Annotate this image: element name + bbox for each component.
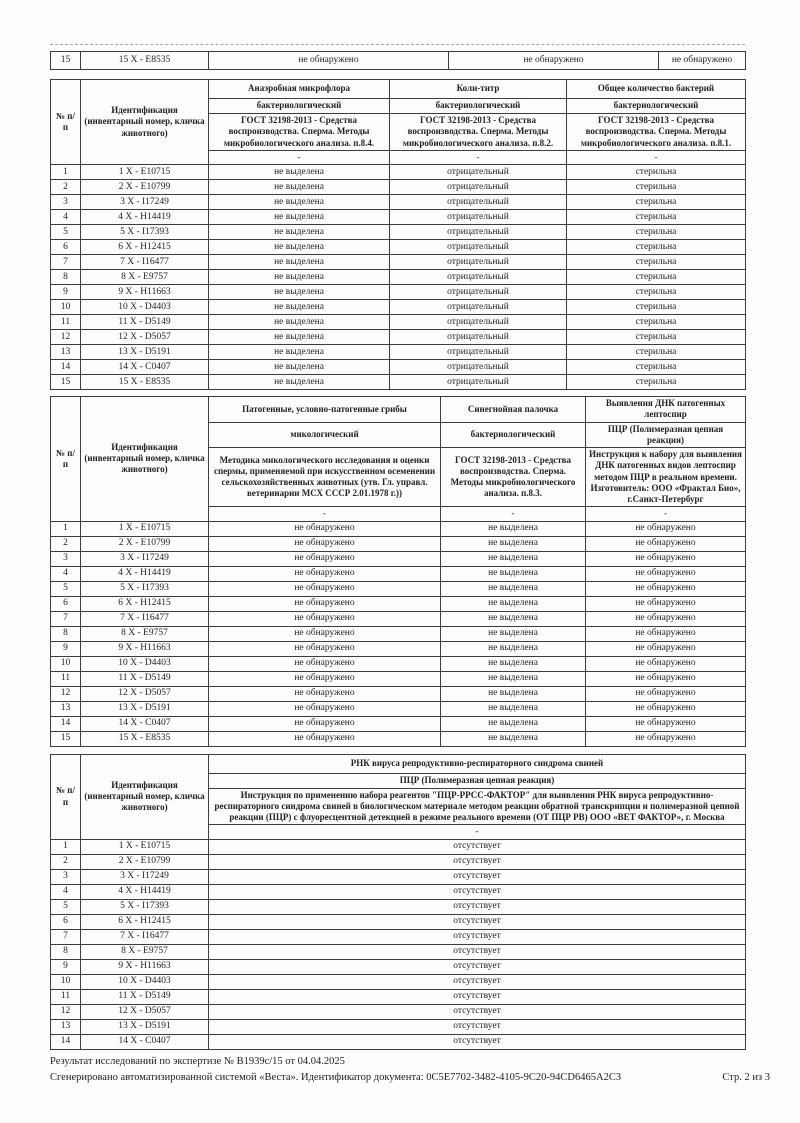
table-row	[51, 300, 746, 315]
header-row	[51, 397, 746, 423]
animal-id-cell: 5 X - I17393	[81, 899, 209, 914]
animal-id-cell: 5 X - I17393	[81, 581, 209, 596]
result-cell: не обнаружено	[209, 716, 441, 731]
animal-id-cell: 7 X - I16477	[81, 929, 209, 944]
result-cell: не выделена	[209, 270, 390, 285]
header-cell: бактериологический	[390, 99, 567, 114]
result-cell: стерильна	[567, 300, 746, 315]
table-row	[51, 686, 746, 701]
result-cell: не обнаружено	[586, 596, 746, 611]
row-number-cell: 10	[51, 300, 81, 315]
result-cell: отрицательный	[390, 375, 567, 390]
row-number-cell: 15	[51, 731, 81, 746]
result-cell: не обнаружено	[209, 581, 441, 596]
table-row	[51, 165, 746, 180]
table-row	[51, 839, 746, 854]
result-cell: не обнаружено	[209, 551, 441, 566]
table-row	[51, 701, 746, 716]
header-cell: Идентификация (инвентарный номер, кличка животного)	[81, 397, 209, 522]
row-number-cell: 9	[51, 641, 81, 656]
row-number-cell: 4	[51, 884, 81, 899]
table-row	[51, 1004, 746, 1019]
result-cell: не обнаружено	[209, 641, 441, 656]
result-cell: отрицательный	[390, 195, 567, 210]
animal-id-cell: 1 X - E10715	[81, 165, 209, 180]
header-cell: Методика микологического исследования и оценки спермы, применяемой при искусственном осеменении сельскохозяйственных животных (утв. Гл. управл. ветеринарии МСХ СССР 2.01.1978 г.))	[209, 448, 441, 507]
animal-id-cell: 7 X - I16477	[81, 255, 209, 270]
result-cell: не обнаружено	[209, 521, 441, 536]
result-cell: не обнаружено	[586, 611, 746, 626]
animal-id-cell: 6 X - H12415	[81, 914, 209, 929]
result-cell: стерильна	[567, 255, 746, 270]
result-cell: не обнаружено	[586, 686, 746, 701]
header-cell: Патогенные, условно-патогенные грибы	[209, 397, 441, 423]
table-row	[51, 959, 746, 974]
result-cell: не обнаружено	[209, 52, 449, 70]
row-number-cell: 1	[51, 521, 81, 536]
prrs-table-container	[50, 754, 745, 1050]
row-number-cell: 7	[51, 255, 81, 270]
result-cell: не выделена	[441, 626, 586, 641]
table-row	[51, 899, 746, 914]
header-cell: Синегнойная палочка	[441, 397, 586, 423]
table-row	[51, 360, 746, 375]
table-row	[51, 974, 746, 989]
row-number-cell: 6	[51, 914, 81, 929]
result-cell: отрицательный	[390, 285, 567, 300]
result-cell: не выделена	[441, 716, 586, 731]
result-cell: отсутствует	[209, 884, 746, 899]
fungi-pseudomonas-leptospira-table	[50, 396, 746, 747]
result-cell: стерильна	[567, 240, 746, 255]
result-cell: не обнаружено	[586, 701, 746, 716]
row-number-cell: 15	[51, 375, 81, 390]
row-number-cell: 11	[51, 671, 81, 686]
result-cell: отсутствует	[209, 839, 746, 854]
result-cell: не обнаружено	[586, 671, 746, 686]
result-cell: не выделена	[441, 551, 586, 566]
table-row	[51, 345, 746, 360]
result-cell: не выделена	[209, 195, 390, 210]
result-cell: не обнаружено	[209, 686, 441, 701]
result-cell: не обнаружено	[209, 536, 441, 551]
result-cell: не выделена	[209, 165, 390, 180]
header-cell: ПЦР (Полимеразная цепная реакция)	[209, 773, 746, 788]
header-cell: -	[390, 150, 567, 164]
result-cell: не выделена	[441, 656, 586, 671]
row-number-cell: 7	[51, 611, 81, 626]
row-number-cell: 10	[51, 974, 81, 989]
animal-id-cell: 11 X - D5149	[81, 315, 209, 330]
row-number-cell: 8	[51, 270, 81, 285]
result-cell: не выделена	[441, 686, 586, 701]
table-row	[51, 671, 746, 686]
table-row	[51, 884, 746, 899]
animal-id-cell: 3 X - I17249	[81, 195, 209, 210]
animal-id-cell: 8 X - E9757	[81, 626, 209, 641]
row-number-cell: 8	[51, 626, 81, 641]
result-cell: не выделена	[209, 240, 390, 255]
table-row	[51, 929, 746, 944]
table-row	[51, 854, 746, 869]
result-cell: отсутствует	[209, 944, 746, 959]
result-cell: не обнаружено	[586, 536, 746, 551]
table-row	[51, 270, 746, 285]
row-number-cell: 8	[51, 944, 81, 959]
animal-id-cell: 11 X - D5149	[81, 671, 209, 686]
row-number-cell: 4	[51, 566, 81, 581]
result-cell: отрицательный	[390, 240, 567, 255]
carryover-table-container	[50, 51, 745, 70]
header-cell: -	[209, 507, 441, 521]
header-cell: Инструкция по применению набора реагентов "ПЦР-РРСС-ФАКТОР" для выявления РНК вируса репродуктивно-респираторного синдрома свиней в биологическом материале методом реакции обратной транскрипции и полимеразной цепной реакции (ПЦР) с флуоресцентной детекцией в режиме реального времени (ОТ ПЦР РВ) ООО «ВЕТ ФАКТОР», г. Москва	[209, 788, 746, 825]
header-cell: Инструкция к набору для выявления ДНК патогенных видов лептоспир методом ПЦР в реальном времени. Изготовитель: ООО «Фрактал Био», г.Санкт-Петербург	[586, 448, 746, 507]
result-cell: не обнаружено	[209, 656, 441, 671]
anaerobic-coli-bacteria-table	[50, 79, 746, 390]
header-cell: РНК вируса репродуктивно-респираторного синдрома свиней	[209, 754, 746, 773]
header-cell: бактериологический	[567, 99, 746, 114]
result-cell: отрицательный	[390, 225, 567, 240]
table-row	[51, 240, 746, 255]
result-cell: не обнаружено	[586, 731, 746, 746]
animal-id-cell: 12 X - D5057	[81, 686, 209, 701]
header-cell: -	[209, 825, 746, 839]
result-cell: не обнаружено	[586, 551, 746, 566]
table-row	[51, 731, 746, 746]
result-cell: отсутствует	[209, 854, 746, 869]
table-row	[51, 566, 746, 581]
result-cell: отрицательный	[390, 345, 567, 360]
row-number-cell: 14	[51, 1034, 81, 1049]
row-number-cell: 12	[51, 330, 81, 345]
header-cell: микологический	[209, 422, 441, 448]
row-number-cell: 9	[51, 285, 81, 300]
scan-artifact-line	[50, 44, 745, 50]
animal-id-cell: 4 X - H14419	[81, 210, 209, 225]
header-cell: бактериологический	[209, 99, 390, 114]
table-row	[51, 210, 746, 225]
result-cell: не выделена	[441, 701, 586, 716]
animal-id-cell: 9 X - H11663	[81, 285, 209, 300]
animal-id-cell: 15 X - E8535	[81, 52, 209, 70]
header-cell: ГОСТ 32198-2013 - Средства воспроизводства. Сперма. Методы микробиологического анализа. п.8.3.	[441, 448, 586, 507]
table-row	[51, 869, 746, 884]
row-number-cell: 1	[51, 165, 81, 180]
result-cell: не выделена	[209, 180, 390, 195]
header-cell: -	[209, 150, 390, 164]
footer-generated-line: Сгенерировано автоматизированной системой «Веста». Идентификатор документа: 0C5E7702-3482-4105-9C20-94CD6465A2C3	[50, 1071, 622, 1083]
result-cell: отрицательный	[390, 255, 567, 270]
animal-id-cell: 4 X - H14419	[81, 566, 209, 581]
result-cell: отрицательный	[390, 270, 567, 285]
table-row	[51, 1019, 746, 1034]
animal-id-cell: 14 X - C0407	[81, 1034, 209, 1049]
table-row	[51, 1034, 746, 1049]
result-cell: стерильна	[567, 195, 746, 210]
result-cell: не обнаружено	[586, 521, 746, 536]
result-cell: стерильна	[567, 285, 746, 300]
header-cell: -	[441, 507, 586, 521]
animal-id-cell: 10 X - D4403	[81, 300, 209, 315]
table-row	[51, 375, 746, 390]
result-cell: не обнаружено	[209, 671, 441, 686]
animal-id-cell: 2 X - E10799	[81, 854, 209, 869]
result-cell: не выделена	[441, 731, 586, 746]
result-cell: отрицательный	[390, 165, 567, 180]
row-number-cell: 15	[51, 52, 81, 70]
animal-id-cell: 6 X - H12415	[81, 596, 209, 611]
result-cell: стерильна	[567, 210, 746, 225]
animal-id-cell: 13 X - D5191	[81, 345, 209, 360]
result-cell: стерильна	[567, 270, 746, 285]
header-cell: Общее количество бактерий	[567, 80, 746, 99]
table-row	[51, 536, 746, 551]
result-cell: не выделена	[441, 611, 586, 626]
result-cell: не выделена	[209, 255, 390, 270]
header-cell: № п/п	[51, 754, 81, 839]
row-number-cell: 14	[51, 716, 81, 731]
row-number-cell: 11	[51, 989, 81, 1004]
result-cell: не обнаружено	[209, 626, 441, 641]
animal-id-cell: 5 X - I17393	[81, 225, 209, 240]
animal-id-cell: 10 X - D4403	[81, 656, 209, 671]
row-number-cell: 14	[51, 360, 81, 375]
table-row	[51, 255, 746, 270]
row-number-cell: 6	[51, 596, 81, 611]
result-cell: стерильна	[567, 315, 746, 330]
page-footer	[50, 1054, 770, 1087]
header-cell: Коли-титр	[390, 80, 567, 99]
result-cell: не обнаружено	[209, 566, 441, 581]
header-cell: № п/п	[51, 80, 81, 165]
table-row	[51, 611, 746, 626]
header-cell: бактериологический	[441, 422, 586, 448]
header-cell: ГОСТ 32198-2013 - Средства воспроизводства. Сперма. Методы микробиологического анализа. п.8.4.	[209, 114, 390, 151]
result-cell: не выделена	[209, 345, 390, 360]
result-cell: не выделена	[209, 375, 390, 390]
result-cell: отсутствует	[209, 914, 746, 929]
carryover-row-table	[50, 51, 746, 70]
animal-id-cell: 9 X - H11663	[81, 959, 209, 974]
page-number: Стр. 2 из 3	[722, 1071, 770, 1083]
animal-id-cell: 3 X - I17249	[81, 869, 209, 884]
table-row	[51, 641, 746, 656]
animal-id-cell: 3 X - I17249	[81, 551, 209, 566]
header-cell: -	[567, 150, 746, 164]
table-row	[51, 596, 746, 611]
row-number-cell: 5	[51, 581, 81, 596]
animal-id-cell: 13 X - D5191	[81, 701, 209, 716]
row-number-cell: 11	[51, 315, 81, 330]
result-cell: не выделена	[209, 315, 390, 330]
result-cell: отсутствует	[209, 974, 746, 989]
header-cell: ПЦР (Полимеразная цепная реакция)	[586, 422, 746, 448]
result-cell: не выделена	[209, 285, 390, 300]
result-cell: не обнаружено	[209, 596, 441, 611]
table-row	[51, 551, 746, 566]
animal-id-cell: 11 X - D5149	[81, 989, 209, 1004]
row-number-cell: 6	[51, 240, 81, 255]
result-cell: не выделена	[441, 671, 586, 686]
header-cell: Выявления ДНК патогенных лептоспир	[586, 397, 746, 423]
header-cell: -	[586, 507, 746, 521]
result-cell: отсутствует	[209, 929, 746, 944]
row-number-cell: 13	[51, 701, 81, 716]
result-cell: не выделена	[441, 596, 586, 611]
result-cell: отсутствует	[209, 1019, 746, 1034]
animal-id-cell: 14 X - C0407	[81, 716, 209, 731]
table-row	[51, 315, 746, 330]
result-cell: стерильна	[567, 165, 746, 180]
animal-id-cell: 6 X - H12415	[81, 240, 209, 255]
result-cell: не обнаружено	[209, 611, 441, 626]
result-cell: не обнаружено	[586, 716, 746, 731]
row-number-cell: 3	[51, 869, 81, 884]
animal-id-cell: 12 X - D5057	[81, 1004, 209, 1019]
table-row	[51, 944, 746, 959]
result-cell: отсутствует	[209, 899, 746, 914]
table-row	[51, 626, 746, 641]
result-cell: не выделена	[441, 566, 586, 581]
result-cell: отсутствует	[209, 1034, 746, 1049]
result-cell: отсутствует	[209, 989, 746, 1004]
result-cell: не выделена	[441, 581, 586, 596]
animal-id-cell: 1 X - E10715	[81, 521, 209, 536]
table-row	[51, 180, 746, 195]
animal-id-cell: 13 X - D5191	[81, 1019, 209, 1034]
header-cell: № п/п	[51, 397, 81, 522]
result-cell: стерильна	[567, 360, 746, 375]
row-number-cell: 2	[51, 180, 81, 195]
result-cell: не выделена	[209, 360, 390, 375]
result-cell: не обнаружено	[209, 731, 441, 746]
result-cell: не выделена	[441, 536, 586, 551]
animal-id-cell: 9 X - H11663	[81, 641, 209, 656]
row-number-cell: 12	[51, 686, 81, 701]
result-cell: не выделена	[441, 641, 586, 656]
table-row	[51, 330, 746, 345]
header-cell: Идентификация (инвентарный номер, кличка животного)	[81, 754, 209, 839]
table-row	[51, 52, 746, 70]
bacteriology-table-container	[50, 79, 745, 390]
table-row	[51, 914, 746, 929]
table-row	[51, 989, 746, 1004]
animal-id-cell: 14 X - C0407	[81, 360, 209, 375]
header-cell: Анаэробная микрофлора	[209, 80, 390, 99]
result-cell: не выделена	[209, 210, 390, 225]
result-cell: не обнаружено	[209, 701, 441, 716]
result-cell: не обнаружено	[659, 52, 746, 70]
result-cell: не выделена	[209, 225, 390, 240]
result-cell: отсутствует	[209, 869, 746, 884]
result-cell: не обнаружено	[586, 656, 746, 671]
result-cell: не обнаружено	[586, 626, 746, 641]
animal-id-cell: 2 X - E10799	[81, 536, 209, 551]
result-cell: не обнаружено	[586, 641, 746, 656]
row-number-cell: 2	[51, 854, 81, 869]
result-cell: отрицательный	[390, 300, 567, 315]
animal-id-cell: 8 X - E9757	[81, 944, 209, 959]
animal-id-cell: 4 X - H14419	[81, 884, 209, 899]
table-row	[51, 716, 746, 731]
result-cell: не выделена	[209, 330, 390, 345]
result-cell: стерильна	[567, 375, 746, 390]
header-row	[51, 754, 746, 773]
animal-id-cell: 15 X - E8535	[81, 731, 209, 746]
result-cell: отрицательный	[390, 330, 567, 345]
header-cell: Идентификация (инвентарный номер, кличка животного)	[81, 80, 209, 165]
row-number-cell: 2	[51, 536, 81, 551]
animal-id-cell: 15 X - E8535	[81, 375, 209, 390]
row-number-cell: 9	[51, 959, 81, 974]
result-cell: отрицательный	[390, 360, 567, 375]
row-number-cell: 3	[51, 551, 81, 566]
result-cell: стерильна	[567, 180, 746, 195]
result-cell: не обнаружено	[449, 52, 659, 70]
result-cell: отрицательный	[390, 180, 567, 195]
animal-id-cell: 12 X - D5057	[81, 330, 209, 345]
animal-id-cell: 8 X - E9757	[81, 270, 209, 285]
result-cell: отсутствует	[209, 1004, 746, 1019]
table-row	[51, 656, 746, 671]
fungi-leptospira-table-container	[50, 396, 745, 747]
result-cell: не обнаружено	[586, 581, 746, 596]
row-number-cell: 13	[51, 345, 81, 360]
table-row	[51, 195, 746, 210]
row-number-cell: 5	[51, 899, 81, 914]
prrs-rna-table	[50, 754, 746, 1050]
header-cell: ГОСТ 32198-2013 - Средства воспроизводства. Сперма. Методы микробиологического анализа. п.8.1.	[567, 114, 746, 151]
row-number-cell: 13	[51, 1019, 81, 1034]
animal-id-cell: 7 X - I16477	[81, 611, 209, 626]
row-number-cell: 1	[51, 839, 81, 854]
header-cell: ГОСТ 32198-2013 - Средства воспроизводства. Сперма. Методы микробиологического анализа. п.8.2.	[390, 114, 567, 151]
result-cell: не выделена	[209, 300, 390, 315]
table-row	[51, 581, 746, 596]
row-number-cell: 3	[51, 195, 81, 210]
result-cell: отрицательный	[390, 315, 567, 330]
footer-result-line: Результат исследований по экспертизе № В1939с/15 от 04.04.2025	[50, 1055, 345, 1067]
result-cell: стерильна	[567, 330, 746, 345]
animal-id-cell: 10 X - D4403	[81, 974, 209, 989]
table-row	[51, 285, 746, 300]
table-row	[51, 225, 746, 240]
header-row	[51, 80, 746, 99]
row-number-cell: 4	[51, 210, 81, 225]
row-number-cell: 10	[51, 656, 81, 671]
result-cell: не обнаружено	[586, 566, 746, 581]
result-cell: стерильна	[567, 225, 746, 240]
result-cell: не выделена	[441, 521, 586, 536]
result-cell: отрицательный	[390, 210, 567, 225]
result-cell: отсутствует	[209, 959, 746, 974]
result-cell: стерильна	[567, 345, 746, 360]
row-number-cell: 5	[51, 225, 81, 240]
row-number-cell: 12	[51, 1004, 81, 1019]
animal-id-cell: 1 X - E10715	[81, 839, 209, 854]
table-row	[51, 521, 746, 536]
row-number-cell: 7	[51, 929, 81, 944]
animal-id-cell: 2 X - E10799	[81, 180, 209, 195]
